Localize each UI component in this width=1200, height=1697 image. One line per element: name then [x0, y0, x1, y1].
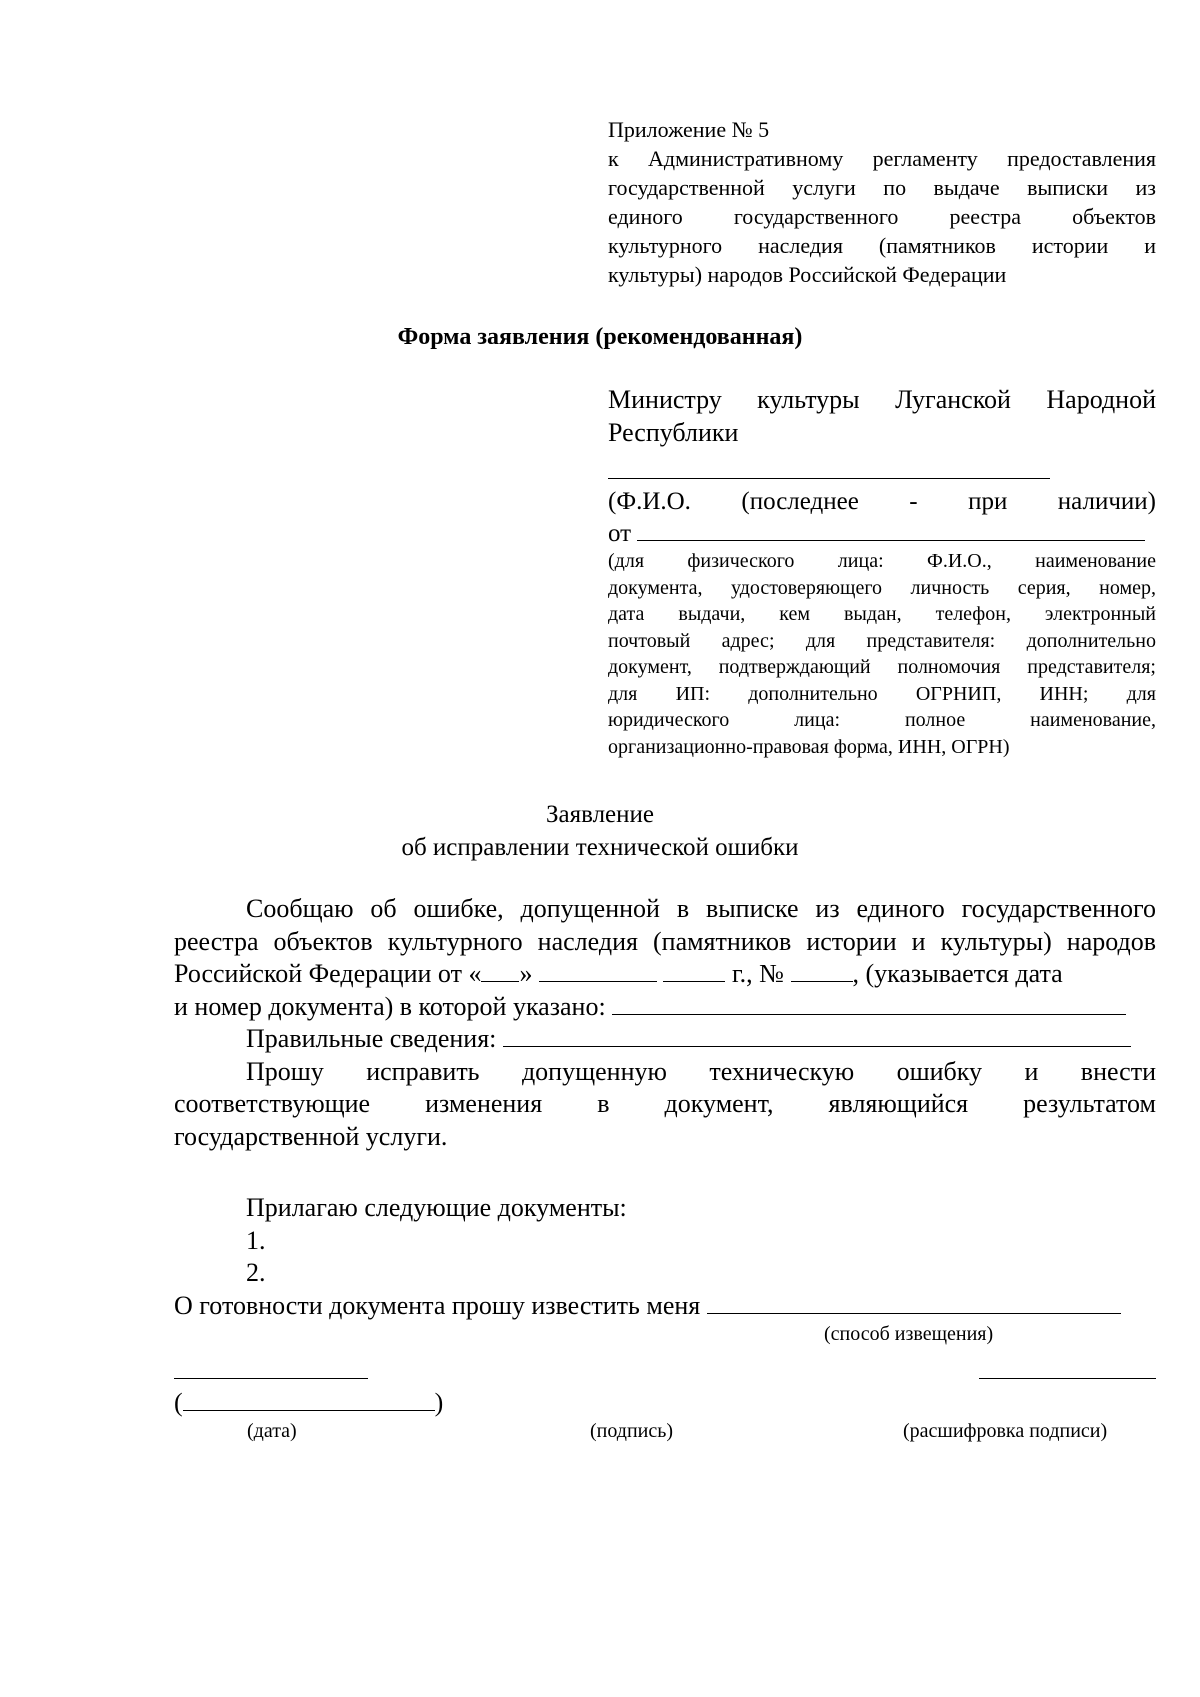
annex-block: [608, 115, 1156, 289]
date-label: Российской Федерации от «: [174, 959, 482, 988]
paren-close: ): [434, 1388, 444, 1417]
applicant-hint: [608, 548, 1156, 760]
hint-line: юридического лица: полное наименование,: [608, 709, 1156, 731]
fio-block: [608, 486, 1156, 550]
from-row: [608, 518, 1156, 550]
date-note: , (указывается дата: [852, 959, 1063, 988]
month-blank: [539, 961, 657, 982]
annex-line: государственной услуги по выдаче выписки из: [608, 175, 1156, 200]
day-blank: [481, 961, 519, 982]
hint-line: организационно-правовая форма, ИНН, ОГРН): [608, 735, 1010, 758]
attachments-block: [174, 1192, 1156, 1322]
annex-line: к Административному регламенту предоставления: [608, 146, 1156, 171]
attachment-item: 1.: [246, 1225, 266, 1255]
hint-line: почтовый адрес; для представителя: дополнительно: [608, 629, 1156, 652]
notify-row: [174, 1290, 1156, 1323]
body-line: Сообщаю об ошибке, допущенной в выписке из единого государственного: [246, 894, 1156, 923]
body-line: [174, 991, 1156, 1024]
addressee-block: [608, 383, 1156, 449]
correct-blank: [503, 1026, 1131, 1047]
signature-line-left: [174, 1378, 368, 1379]
body-line: реестра объектов культурного наследия (памятников истории и культуры) народов: [174, 926, 1156, 956]
statement-body: [174, 893, 1156, 1153]
request-line: соответствующие изменения в документ, являющийся результатом: [174, 1089, 1156, 1118]
hint-line: дата выдачи, кем выдан, телефон, электронный: [608, 603, 1156, 625]
quote-close: »: [519, 959, 533, 988]
notify-blank: [707, 1293, 1121, 1314]
notify-hint: (способ извещения): [824, 1323, 994, 1345]
statement-heading: [0, 798, 1200, 864]
date-blank: [183, 1390, 435, 1411]
hint-line: (для физического лица: Ф.И.О., наименование: [608, 550, 1156, 572]
from-label: от: [608, 520, 632, 547]
from-blank: [637, 520, 1145, 541]
date-field: [174, 1387, 443, 1419]
request-line: Прошу исправить допущенную техническую ошибку и внести: [246, 1056, 1156, 1086]
number-label: г., №: [731, 959, 784, 988]
addressee-line: Республики: [608, 418, 739, 447]
annex-title: Приложение № 5: [608, 117, 770, 142]
signature-line-right: [979, 1378, 1156, 1379]
request-line: государственной услуги.: [174, 1121, 448, 1151]
attachment-item: 2.: [246, 1258, 266, 1287]
hint-line: документа, удостоверяющего личность серия, номер,: [608, 576, 1156, 599]
fio-blank-line: [608, 478, 1050, 479]
body-line-date: [174, 958, 1156, 991]
annex-line: культуры) народов Российской Федерации: [608, 262, 1007, 287]
decode-caption: (расшифровка подписи): [903, 1420, 1108, 1442]
stated-label: и номер документа) в которой указано:: [174, 991, 606, 1021]
annex-line: культурного наследия (памятников истории и: [608, 233, 1156, 258]
signature-caption: (подпись): [590, 1420, 674, 1442]
correct-row: [174, 1023, 1156, 1056]
addressee-line: Министру культуры Луганской Народной: [608, 385, 1156, 414]
form-title: Форма заявления (рекомендованная): [397, 324, 803, 350]
date-caption: (дата): [247, 1420, 297, 1442]
year-blank: [663, 961, 725, 982]
annex-line: единого государственного реестра объектов: [608, 204, 1156, 229]
stated-blank: [612, 994, 1126, 1015]
hint-line: документ, подтверждающий полномочия представителя;: [608, 656, 1156, 678]
hint-line: для ИП: дополнительно ОГРНИП, ИНН; для: [608, 682, 1156, 705]
attachments-label: Прилагаю следующие документы:: [246, 1193, 627, 1222]
notify-label: О готовности документа прошу известить меня: [174, 1290, 701, 1320]
statement-title: Заявление: [545, 801, 655, 828]
fio-caption: (Ф.И.О. (последнее - при наличии): [608, 488, 1156, 515]
correct-label: Правильные сведения:: [246, 1024, 497, 1053]
number-blank: [791, 961, 853, 982]
paren-open: (: [174, 1388, 183, 1417]
statement-subtitle: об исправлении технической ошибки: [401, 834, 799, 861]
